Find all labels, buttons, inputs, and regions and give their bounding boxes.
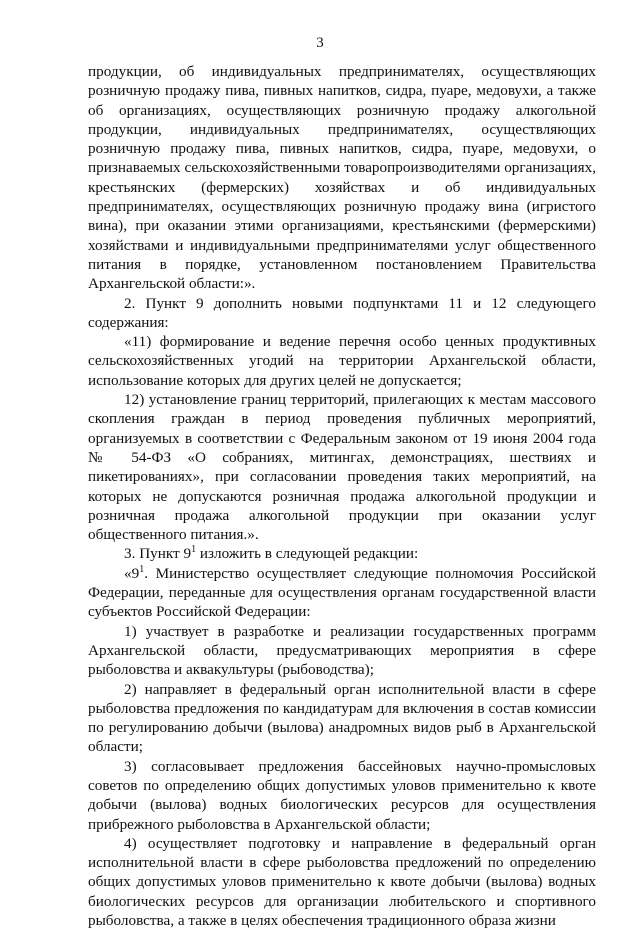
paragraph-item-2: 2. Пункт 9 дополнить новыми подпунктами 11 и 12 следующего содержания: [88, 294, 596, 331]
paragraph-item-3-text-rest: изложить в следующей редакции: [196, 545, 419, 563]
paragraph-point-9-1-text: «9 [124, 564, 140, 582]
document-body [88, 62, 596, 930]
paragraph-subitem-4: 4) осуществляет подготовку и направление в федеральный орган исполнительной власти в сфере рыболовства предложений по определению общих допустимых уловов применительно к квоте добычи (вылова) водных биологических ресурсов для организации любительского и спортивного рыболовства, а также в целях обеспечения традиционного образа жизни [88, 834, 596, 930]
paragraph-subitem-3: 3) согласовывает предложения бассейновых научно-промысловых советов по определению общих допустимых уловов применительно к квоте добычи (вылова) водных биологических ресурсов для осуществления прибрежного рыболовства в Архангельской области; [88, 757, 596, 833]
paragraph-item-3-text: 3. Пункт 9 [124, 545, 192, 563]
paragraph-subitem-1: 1) участвует в разработке и реализации государственных программ Архангельской области, предусматривающих мероприятия в сфере рыболовства и аквакультуры (рыбоводства); [88, 622, 596, 679]
paragraph-subitem-12: 12) установление границ территорий, прилегающих к местам массового скопления граждан в период проведения публичных мероприятий, организуемых в соответствии с Федеральным законом от 19 июня 2004 года № 54-ФЗ «О собраниях, митингах, демонстрациях, шествиях и пикетированиях», при согласовании проведения таких мероприятий, на которых не допускаются розничная продажа алкогольной продукции и розничная продажа алкогольной продукции при оказании услуг общественного питания.». [88, 391, 596, 544]
paragraph-subitem-11: «11) формирование и ведение перечня особо ценных продуктивных сельскохозяйственных угодий на территории Архангельской области, использование которых для других целей не допускается; [88, 333, 596, 389]
superscript: 1 [191, 544, 197, 556]
superscript: 1 [139, 563, 145, 575]
paragraph-continuation: продукции, об индивидуальных предпринимателях, осуществляющих розничную продажу пива, пивных напитков, сидра, пуаре, медовухи, а также об организациях, осуществляющих розничную продажу алкогольной продукции, индивидуальных предпринимателях, осуществляющих розничную продажу пива, пивных напитков, сидра, пуаре, медовухи, о признаваемых сельскохозяйственными товаропроизводителями организациях, крестьянских (фермерских) хозяйствах и об индивидуальных предпринимателях, осуществляющих розничную продажу вина (игристого вина), при оказании этими организациями, крестьянскими (фермерскими) хозяйствами и индивидуальными предпринимателями услуг общественного питания в порядке, установленном постановлением Правительства Архангельской области:». [88, 63, 596, 293]
paragraph-point-9-1-text-rest: . Министерство осуществляет следующие полномочия Российской Федерации, переданные для осуществления органам государственной власти субъектов Российской Федерации: [88, 564, 596, 621]
paragraph-subitem-2: 2) направляет в федеральный орган исполнительной власти в сфере рыболовства предложения по кандидатурам для включения в состав комиссии по регулированию добычи (вылова) анадромных видов рыб в Архангельской области; [88, 680, 596, 756]
paragraph-item-3 [88, 544, 596, 563]
page-number: 3 [316, 35, 324, 51]
paragraph-point-9-1 [88, 564, 596, 622]
